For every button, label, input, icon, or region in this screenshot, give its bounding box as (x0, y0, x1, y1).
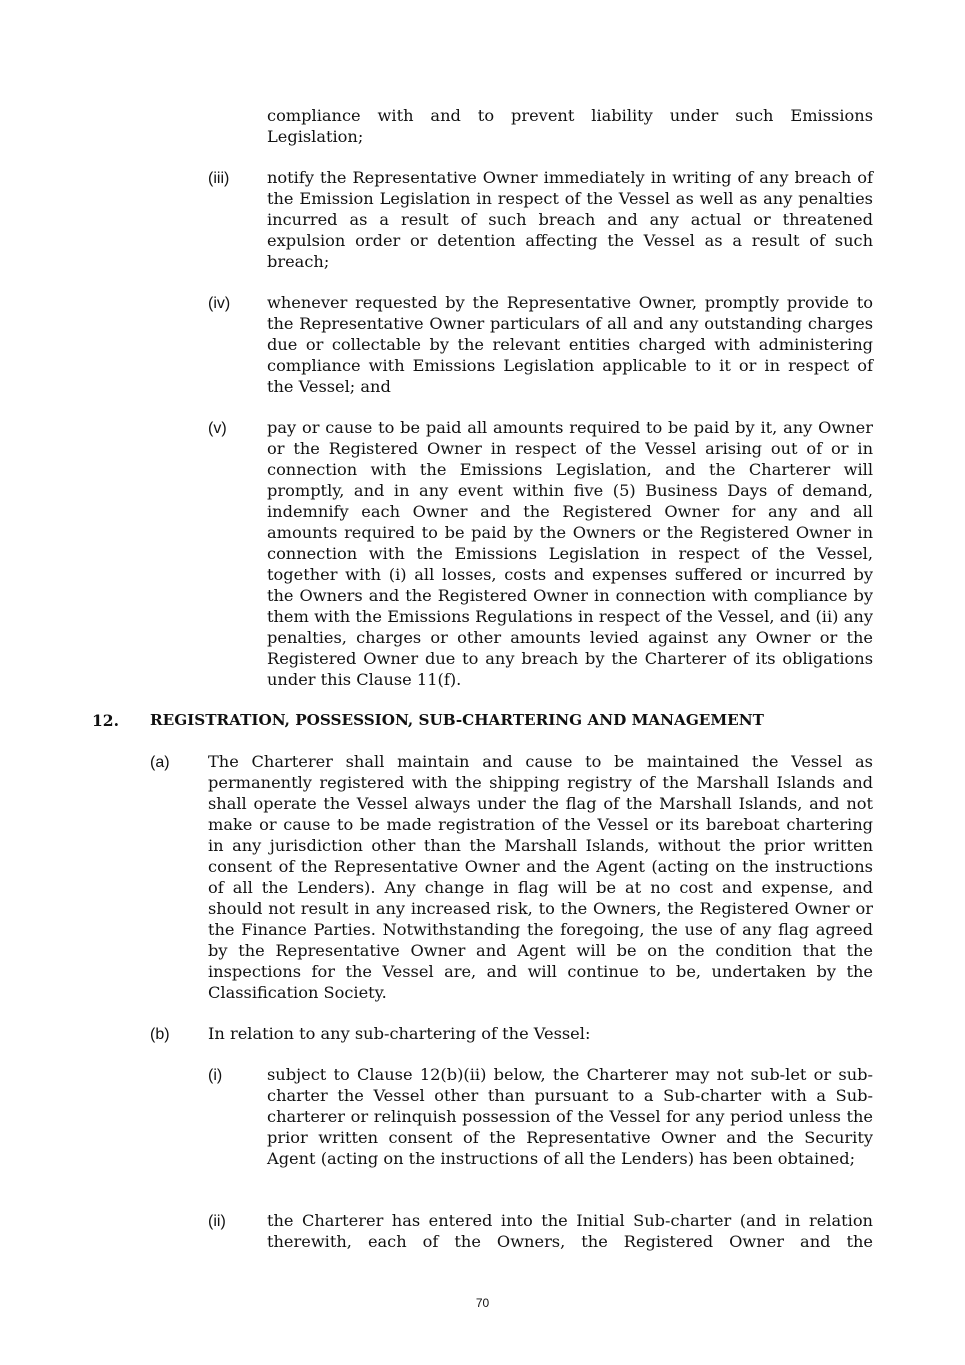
clause-12b-i-label: (i) (208, 1067, 223, 1084)
clause-12-number: 12. (92, 711, 119, 730)
clause-12b-ii-label: (ii) (208, 1213, 226, 1230)
item-label-iii: (iii) (208, 170, 230, 187)
clause-12b-i-text: subject to Clause 12(b)(ii) below, the Charterer may not sub-let or sub-charter the Vessel other than pursuant to a Sub-charter with a Sub-charterer or relinquish possession of the Vessel for any period unless the prior written consent of the Representative Owner and the Security Agent (acting on the instructions of all the Lenders) has been obtained; (267, 1065, 873, 1168)
item-text-iii: notify the Representative Owner immediately in writing of any breach of the Emission Legislation in respect of the Vessel as well as any penalties incurred as a result of such breach and any actual or threatened expulsion order or detention affecting the Vessel as a result of such breach; (267, 168, 873, 271)
item-label-v: (v) (208, 420, 227, 437)
item-text-v: pay or cause to be paid all amounts required to be paid by it, any Owner or the Registered Owner in respect of the Vessel arising out of or in connection with the Emissions Legislation, and the Charterer will promptly, and in any event within five (5) Business Days of demand, indemnify each Owner and the Registered Owner for any and all amounts required to be paid by the Owners or the Registered Owner in connection with the Emissions Legislation in respect of the Vessel, together with (i) all losses, costs and expenses suffered or incurred by the Owners and the Registered Owner in connection with compliance by them with the Emissions Regulations in respect of the Vessel, and (ii) any penalties, charges or other amounts levied against any Owner or the Registered Owner due to any breach by the Charterer of its obligations under this Clause 11(f). (267, 418, 873, 689)
clause-12b-label: (b) (150, 1026, 170, 1043)
clause-12-heading: REGISTRATION, POSSESSION, SUB-CHARTERING AND MANAGEMENT (150, 711, 764, 729)
clause-12b-text: In relation to any sub-chartering of the Vessel: (208, 1024, 591, 1043)
item-text-iv: whenever requested by the Representative Owner, promptly provide to the Representative Owner particulars of all and any outstanding charges due or collectable by the relevant entities charged with administering compliance with Emissions Legislation applicable to it or in respect of the Vessel; and (267, 293, 873, 396)
continuation-paragraph: compliance with and to prevent liability under such Emissions Legislation; (267, 106, 873, 146)
clause-12a-text: The Charterer shall maintain and cause to be maintained the Vessel as permanently registered with the shipping registry of the Marshall Islands and shall operate the Vessel always under the flag of the Marshall Islands, and not make or cause to be made registration of the Vessel or its bareboat chartering in any jurisdiction other than the Marshall Islands, without the prior written consent of the Representative Owner and the Agent (acting on the instructions of all the Lenders). Any change in flag will be at no cost and expense, and should not result in any increased risk, to the Owners, the Registered Owner or the Finance Parties. Notwithstanding the foregoing, the use of any flag agreed by the Representative Owner and Agent will be on the condition that the inspections for the Vessel are, and will continue to be, undertaken by the Classification Society. (208, 752, 873, 1002)
clause-12b-ii-text: the Charterer has entered into the Initial Sub-charter (and in relation therewith, each of the Owners, the Registered Owner and the (267, 1211, 873, 1251)
page-number: 70 (475, 1296, 490, 1310)
item-label-iv: (iv) (208, 295, 231, 312)
clause-12a-label: (a) (150, 754, 170, 771)
